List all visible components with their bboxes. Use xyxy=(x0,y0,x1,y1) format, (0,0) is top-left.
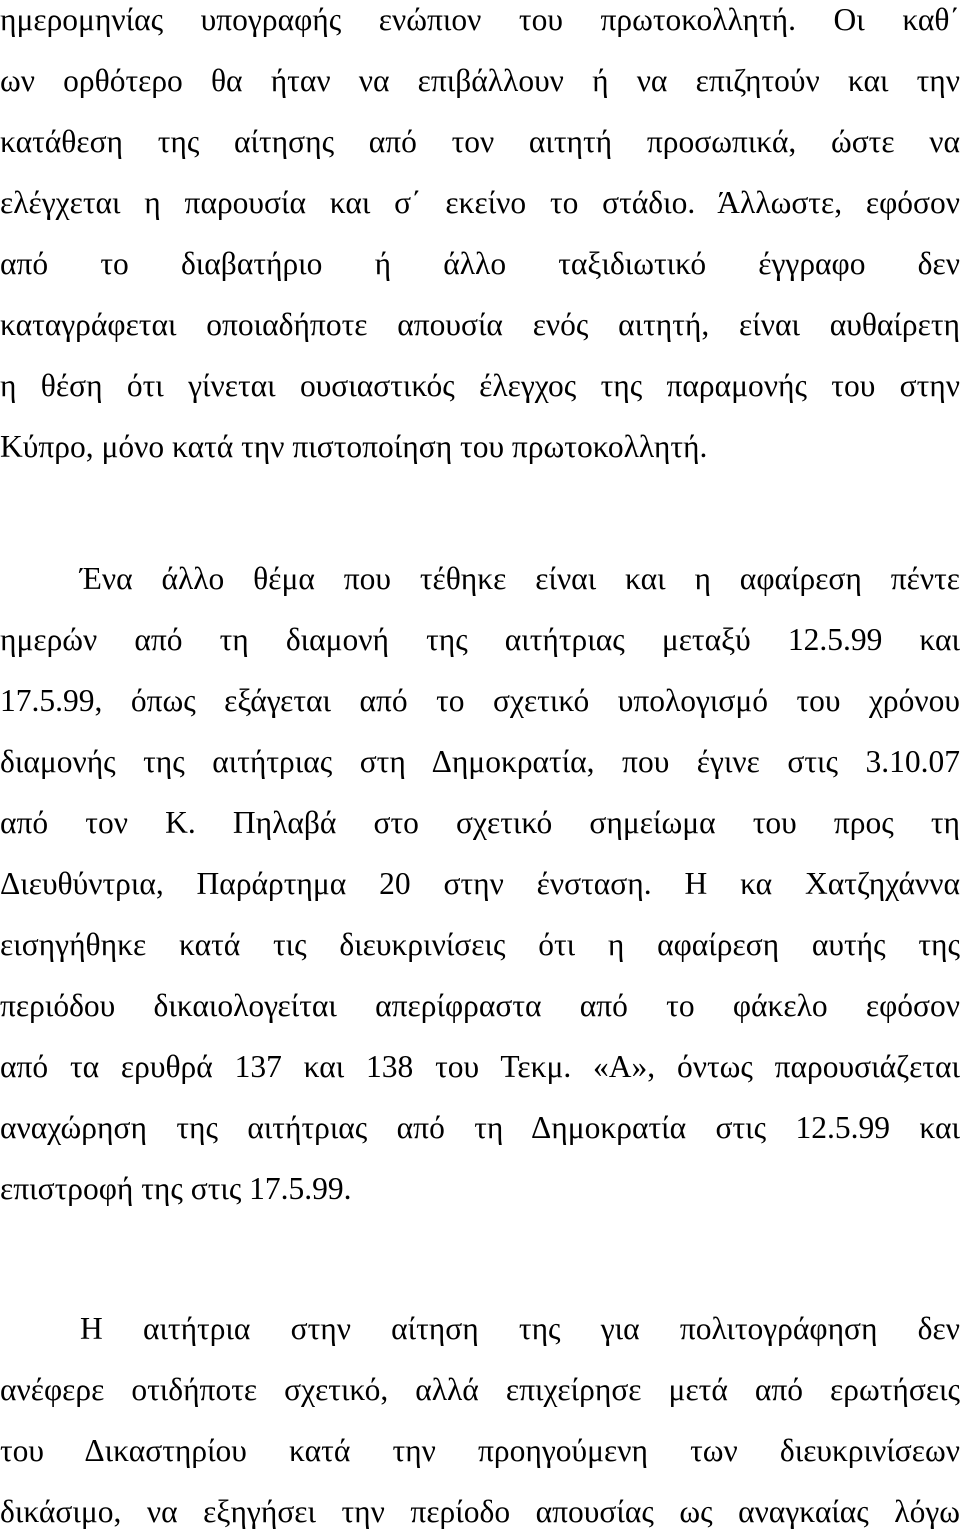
text-line: Διευθύντρια, Παράρτημα 20 στην ένσταση. Η κα Χατζηχάννα xyxy=(0,866,960,901)
text-line: Κύπρο, μόνο κατά την πιστοποίηση του πρωτοκολλητή. xyxy=(0,429,708,464)
text-line: Η αιτήτρια στην αίτηση της για πολιτογράφηση δεν xyxy=(80,1311,960,1346)
text-line: Ένα άλλο θέμα που τέθηκε είναι και η αφαίρεση πέντε xyxy=(80,561,960,596)
text-line: δικάσιμο, να εξηγήσει την περίοδο απουσίας ως αναγκαίας λόγω xyxy=(0,1494,960,1529)
text-line: από τα ερυθρά 137 και 138 του Τεκμ. «Α», όντως παρουσιάζεται xyxy=(0,1049,960,1084)
text-line: από τον Κ. Πηλαβά στο σχετικό σημείωμα του προς τη xyxy=(0,805,960,840)
text-line: καταγράφεται οποιαδήποτε απουσία ενός αιτητή, είναι αυθαίρετη xyxy=(0,307,960,342)
text-line: 17.5.99, όπως εξάγεται από το σχετικό υπολογισμό του χρόνου xyxy=(0,683,960,718)
text-line: επιστροφή της στις 17.5.99. xyxy=(0,1171,352,1206)
text-line: ημερομηνίας υπογραφής ενώπιον του πρωτοκολλητή. Οι καθ΄ xyxy=(0,2,960,37)
text-line: από το διαβατήριο ή άλλο ταξιδιωτικό έγγραφο δεν xyxy=(0,246,960,281)
text-line: ων ορθότερο θα ήταν να επιβάλλουν ή να επιζητούν και την xyxy=(0,63,960,98)
text-line: περιόδου δικαιολογείται απερίφραστα από το φάκελο εφόσον xyxy=(0,988,960,1023)
text-line: του Δικαστηρίου κατά την προηγούμενη των διευκρινίσεων xyxy=(0,1433,960,1468)
text-line: κατάθεση της αίτησης από τον αιτητή προσωπικά, ώστε να xyxy=(0,124,960,159)
text-line: ανέφερε οτιδήποτε σχετικό, αλλά επιχείρησε μετά από ερωτήσεις xyxy=(0,1372,960,1407)
text-line: αναχώρηση της αιτήτριας από τη Δημοκρατία στις 12.5.99 και xyxy=(0,1110,960,1145)
text-line: η θέση ότι γίνεται ουσιαστικός έλεγχος της παραμονής του στην xyxy=(0,368,960,403)
text-line: ελέγχεται η παρουσία και σ΄ εκείνο το στάδιο. Άλλωστε, εφόσον xyxy=(0,185,960,220)
text-line: εισηγήθηκε κατά τις διευκρινίσεις ότι η αφαίρεση αυτής της xyxy=(0,927,960,962)
text-line: ημερών από τη διαμονή της αιτήτριας μεταξύ 12.5.99 και xyxy=(0,622,960,657)
text-line: διαμονής της αιτήτριας στη Δημοκρατία, που έγινε στις 3.10.07 xyxy=(0,744,960,779)
